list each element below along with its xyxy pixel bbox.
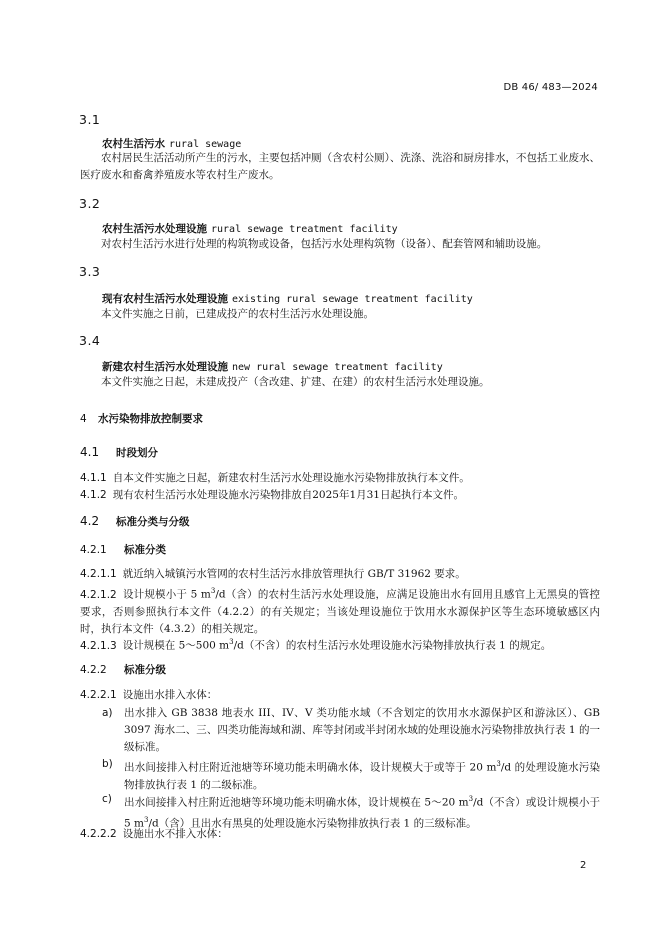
clause-number: 4.2.2.2 — [80, 828, 117, 840]
clause-number: 4.2.1.2 — [80, 588, 117, 601]
superscript: 3 — [143, 815, 149, 824]
subsection-number: 4.2.2 — [80, 664, 107, 676]
list-text-post: /d（含）且出水有黑臭的处理设施水污染物排放执行表 1 的三级标准。 — [148, 817, 477, 829]
list-item-text — [102, 756, 600, 794]
clause-text-pre: 设计规模在 5～500 m — [122, 639, 230, 652]
clause-text: 就近纳入城镇污水管网的农村生活污水排放管理执行 GB/T 31962 要求。 — [122, 568, 466, 580]
term-title-cn: 现有农村生活污水处理设施 — [102, 293, 228, 305]
clause-number: 4.2.1.3 — [80, 639, 117, 652]
clause — [80, 566, 600, 583]
list-item-text: 出水排入 GB 3838 地表水 III、IV、V 类功能水域（不含划定的饮用水水源保护区和游泳区）、GB 3097 海水二、三、四类功能海域和湖、库等封闭或半封闭水域的处理设施水污染物排放执行表 1 的一级标准。 — [124, 707, 600, 753]
term-number: 3.2 — [79, 196, 101, 211]
term-title-en: new rural sewage treatment facility — [232, 362, 443, 373]
term-definition: 本文件实施之日前，已建成投产的农村生活污水处理设施。 — [101, 308, 374, 320]
term-title-en: rural sewage treatment facility — [211, 224, 398, 235]
section-number: 4.1 — [80, 445, 100, 459]
superscript: 3 — [210, 587, 216, 595]
term-title-cn: 农村生活污水 — [102, 138, 165, 150]
term-definition: 对农村生活污水进行处理的构筑物或设备，包括污水处理构筑物（设备）、配套管网和辅助设施。 — [101, 238, 548, 250]
chapter-heading — [80, 411, 203, 426]
clause-number: 4.2.1.1 — [80, 568, 117, 580]
section-title: 标准分类与分级 — [116, 516, 190, 528]
chapter-title: 水污染物排放控制要求 — [98, 413, 203, 425]
superscript: 3 — [468, 795, 474, 803]
clause — [80, 687, 600, 704]
clause-text: 现有农村生活污水处理设施水污染物排放自2025年1月31日起执行本文件。 — [112, 489, 464, 501]
clause-text: 设施出水排入水体： — [122, 689, 218, 701]
clause — [80, 634, 600, 655]
clause-number: 4.1.2 — [80, 489, 107, 501]
term-title — [102, 359, 443, 374]
clause-text-post: /d（含）的农村生活污水处理设施，应满足设施出水有回用且感官上无黑臭的管控要求，否则参照执行本文件（4.2.2）的有关规定；当该处理设施位于饮用水水源保护区等生态环境敏感区内时，执行本文件（4.3.2）的相关规定。 — [80, 588, 600, 635]
term-title-cn: 农村生活污水处理设施 — [102, 223, 207, 235]
term-title — [102, 221, 398, 236]
section-title: 时段划分 — [116, 447, 158, 459]
term-title-en: rural sewage — [169, 139, 242, 150]
clause-text: 设施出水不排入水体： — [122, 828, 228, 840]
list-marker: c) — [102, 793, 112, 805]
subsection-heading — [80, 662, 166, 677]
section-number: 4.2 — [80, 514, 100, 528]
chapter-number: 4 — [80, 413, 87, 425]
list-text-pre: 出水间接排入村庄附近池塘等环境功能未明确水体，设计规模大于或等于 20 m — [124, 761, 497, 774]
list-text-post: /d 的处理设施水污染物排放执行表 1 的二级标准。 — [124, 761, 600, 791]
list-item — [102, 705, 600, 756]
term-number: 3.3 — [79, 264, 101, 279]
superscript: 3 — [229, 638, 234, 646]
standard-code: DB 46/ 483—2024 — [503, 82, 598, 93]
list-marker: a) — [102, 707, 113, 719]
subsection-heading — [80, 542, 166, 557]
clause — [80, 487, 600, 504]
term-definition: 本文件实施之日起，未建成投产（含改建、扩建、在建）的农村生活污水处理设施。 — [101, 376, 490, 388]
clause — [80, 826, 600, 843]
clause-text: 自本文件实施之日起，新建农村生活污水处理设施水污染物排放执行本文件。 — [112, 472, 470, 484]
term-number: 3.4 — [79, 333, 101, 348]
section-heading — [80, 514, 190, 529]
subsection-title: 标准分级 — [124, 664, 166, 676]
list-item — [102, 756, 600, 794]
term-title-cn: 新建农村生活污水处理设施 — [102, 361, 228, 373]
clause-number: 4.2.2.1 — [80, 689, 117, 701]
term-number: 3.1 — [79, 112, 101, 127]
clause — [80, 470, 600, 487]
page-number: 2 — [580, 860, 587, 871]
section-heading — [80, 445, 158, 460]
term-title — [102, 291, 473, 306]
clause — [80, 583, 600, 638]
clause-number: 4.1.1 — [80, 472, 107, 484]
subsection-number: 4.2.1 — [80, 544, 107, 556]
list-text-mid: /d（不含）或设计规模小于 5 m — [124, 796, 600, 829]
term-definition: 农村居民生活活动所产生的污水，主要包括冲厕（含农村公厕）、洗涤、洗浴和厨房排水，不包括工业废水、医疗废水和畜禽养殖废水等农村生产废水。 — [80, 152, 600, 181]
superscript: 3 — [496, 760, 501, 768]
clause-text-pre: 设计规模小于 5 m — [122, 588, 211, 601]
term-title — [102, 136, 241, 151]
list-text-pre: 出水间接排入村庄附近池塘等环境功能未明确水体，设计规模在 5～20 m — [124, 796, 469, 809]
term-title-en: existing rural sewage treatment facility — [232, 294, 473, 305]
list-marker: b) — [102, 758, 113, 770]
subsection-title: 标准分类 — [124, 544, 166, 556]
clause-text-post: /d（不含）的农村生活污水处理设施水污染物排放执行表 1 的规定。 — [233, 639, 552, 652]
